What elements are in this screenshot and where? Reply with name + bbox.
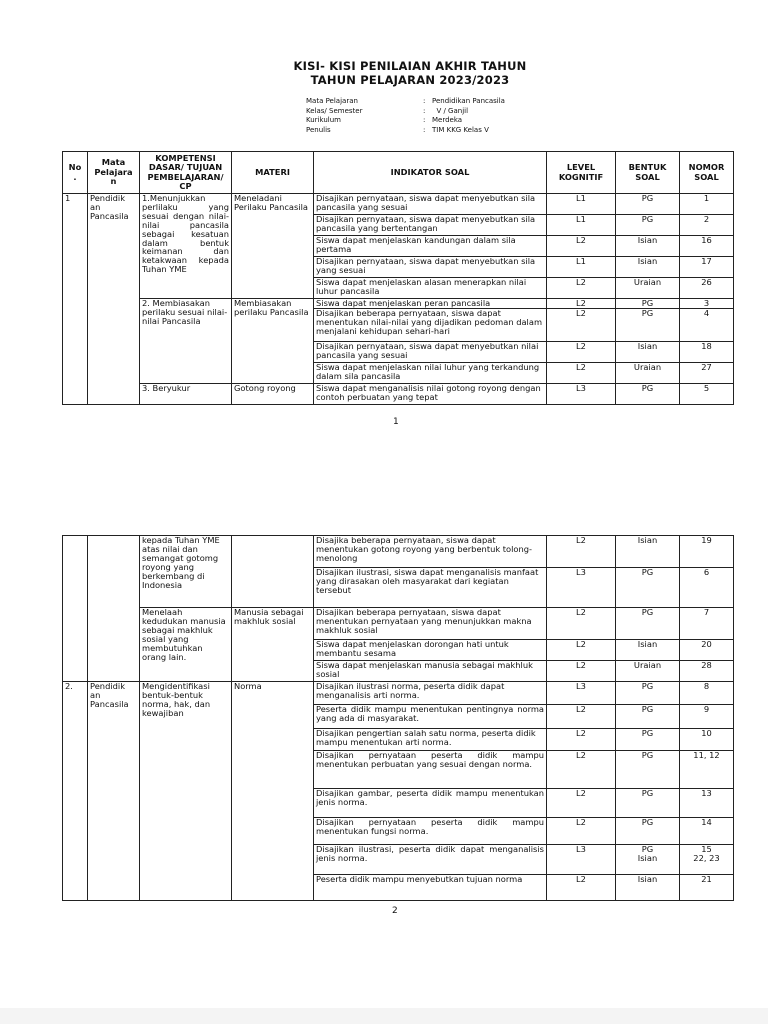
row-bentuk: Isian [616, 342, 680, 363]
row-kd: Mengidentifikasi bentuk-bentuk norma, hak, dan kewajiban [140, 682, 232, 901]
row-indikator: Siswa dapat menjelaskan alasan menerapkan nilai luhur pancasila [314, 278, 547, 299]
row-nomor: 13 [680, 789, 734, 818]
row-kd: 2. Membiasakan perilaku sesuai nilai-nilai Pancasila [140, 299, 232, 384]
row-indikator: Disajikan gambar, peserta didik mampu menentukan jenis norma. [314, 789, 547, 818]
row-level: L2 [547, 236, 616, 257]
row-indikator: Disajikan pernyataan, siswa dapat menyebutkan nilai pancasila yang sesuai [314, 342, 547, 363]
row-nomor: 11, 12 [680, 751, 734, 789]
row-nomor: 3 [680, 299, 734, 309]
row-mapel: Pendidik an Pancasila [88, 194, 140, 405]
row-indikator: Disajikan pengertian salah satu norma, peserta didik mampu menentukan arti norma. [314, 729, 547, 751]
meta-colon: : [423, 106, 426, 115]
row-nomor: 5 [680, 384, 734, 405]
row-level: L3 [547, 384, 616, 405]
row-level: L2 [547, 608, 616, 640]
header-mapel: Mata Pelajara n [88, 152, 140, 194]
row-level: L2 [547, 818, 616, 845]
row-kd: 1.Menunjukkan perlilaku yang sesuai dengan nilai-nilai pancasila sebagai kesatuan dalam bentuk keimanan dan ketakwaan kepada Tuhan YME [140, 194, 232, 299]
meta-row [306, 126, 505, 136]
row-indikator: Siswa dapat menganalisis nilai gotong royong dengan contoh perbuatan yang tepat [314, 384, 547, 405]
row-nomor: 7 [680, 608, 734, 640]
page-number: 2 [392, 906, 398, 916]
document-subtitle: TAHUN PELAJARAN 2023/2023 [310, 73, 510, 87]
row-indikator: Disajikan ilustrasi, peserta didik dapat menganalisis jenis norma. [314, 845, 547, 875]
row-level: L2 [547, 705, 616, 729]
row-indikator: Siswa dapat menjelaskan kandungan dalam sila pertama [314, 236, 547, 257]
row-indikator: Disajika beberapa pernyataan, siswa dapat menentukan gotong royong yang berbentuk tolong-menolong [314, 536, 547, 568]
header-materi: MATERI [232, 152, 314, 194]
row-bentuk: PG [616, 215, 680, 236]
row-indikator: Siswa dapat menjelaskan dorongan hati untuk membantu sesama [314, 640, 547, 661]
row-level: L2 [547, 309, 616, 342]
row-bentuk: Uraian [616, 661, 680, 682]
row-indikator: Peserta didik mampu menyebutkan tujuan norma [314, 875, 547, 901]
row-bentuk: PG [616, 568, 680, 608]
row-nomor: 26 [680, 278, 734, 299]
row-nomor: 14 [680, 818, 734, 845]
row-nomor: 10 [680, 729, 734, 751]
row-nomor: 8 [680, 682, 734, 705]
row-level: L1 [547, 215, 616, 236]
row-no [63, 536, 88, 682]
row-nomor: 19 [680, 536, 734, 568]
row-nomor: 21 [680, 875, 734, 901]
row-kd: Menelaah kedudukan manusia sebagai makhluk sosial yang membutuhkan orang lain. [140, 608, 232, 682]
row-level: L1 [547, 194, 616, 215]
row-bentuk: Uraian [616, 363, 680, 384]
row-nomor: 2 [680, 215, 734, 236]
row-indikator: Disajikan pernyataan, siswa dapat menyebutkan sila pancasila yang bertentangan [314, 215, 547, 236]
row-level: L1 [547, 257, 616, 278]
row-nomor: 15 22, 23 [680, 845, 734, 875]
row-mapel: Pendidik an Pancasila [88, 682, 140, 901]
row-nomor: 16 [680, 236, 734, 257]
meta-value: Pendidikan Pancasila [432, 97, 505, 105]
row-bentuk: Isian [616, 257, 680, 278]
row-indikator: Disajikan pernyataan peserta didik mampu menentukan perbuatan yang sesuai dengan norma. [314, 751, 547, 789]
row-indikator: Disajikan beberapa pernyataan, siswa dapat menentukan pernyataan yang menunjukkan makna makhluk sosial [314, 608, 547, 640]
row-bentuk: PG [616, 705, 680, 729]
header-row [63, 152, 734, 194]
row-indikator: Disajikan ilustrasi, siswa dapat menganalisis manfaat yang dirasakan oleh masyarakat dari kegiatan tersebut [314, 568, 547, 608]
row-nomor: 1 [680, 194, 734, 215]
table-row [63, 194, 734, 215]
row-indikator: Disajikan pernyataan, siswa dapat menyebutkan sila pancasila yang sesuai [314, 194, 547, 215]
row-bentuk: Isian [616, 236, 680, 257]
page-bottom-edge [0, 1008, 768, 1024]
row-bentuk: PG [616, 789, 680, 818]
row-nomor: 6 [680, 568, 734, 608]
row-level: L2 [547, 640, 616, 661]
row-bentuk: Isian [616, 640, 680, 661]
row-indikator: Siswa dapat menjelaskan peran pancasila [314, 299, 547, 309]
meta-label: Mata Pelajaran [306, 97, 358, 105]
meta-colon: : [423, 125, 426, 134]
row-bentuk: PG [616, 608, 680, 640]
row-indikator: Siswa dapat menjelaskan nilai luhur yang terkandung dalam sila pancasila [314, 363, 547, 384]
document-title: KISI- KISI PENILAIAN AKHIR TAHUN [293, 59, 527, 73]
header-level: LEVEL KOGNITIF [547, 152, 616, 194]
document-meta [306, 97, 505, 135]
table-row [63, 608, 734, 640]
row-level: L2 [547, 278, 616, 299]
table-row [63, 536, 734, 568]
row-level: L2 [547, 363, 616, 384]
row-materi: Membiasakan perilaku Pancasila [232, 299, 314, 384]
header-bentuk: BENTUK SOAL [616, 152, 680, 194]
row-materi: Manusia sebagai makhluk sosial [232, 608, 314, 682]
row-level: L2 [547, 536, 616, 568]
meta-row [306, 97, 505, 107]
row-bentuk: PG Isian [616, 845, 680, 875]
row-indikator: Disajikan pernyataan, siswa dapat menyebutkan sila yang sesuai [314, 257, 547, 278]
row-materi: Norma [232, 682, 314, 901]
header-kd: KOMPETENSI DASAR/ TUJUAN PEMBELAJARAN/ CP [140, 152, 232, 194]
row-level: L2 [547, 729, 616, 751]
meta-label: Kelas/ Semester [306, 106, 363, 115]
row-mapel [88, 536, 140, 682]
row-level: L2 [547, 299, 616, 309]
row-nomor: 18 [680, 342, 734, 363]
row-bentuk: PG [616, 751, 680, 789]
row-level: L2 [547, 661, 616, 682]
row-level: L3 [547, 845, 616, 875]
meta-value: TIM KKG Kelas V [432, 125, 489, 134]
meta-value: Merdeka [432, 116, 463, 125]
row-nomor: 27 [680, 363, 734, 384]
row-bentuk: Isian [616, 536, 680, 568]
row-bentuk: Uraian [616, 278, 680, 299]
row-level: L3 [547, 568, 616, 608]
grid-table-page-1 [62, 151, 734, 405]
meta-label: Kurikulum [306, 116, 341, 125]
header-indikator: INDIKATOR SOAL [314, 152, 547, 194]
row-nomor: 9 [680, 705, 734, 729]
header-nomor: NOMOR SOAL [680, 152, 734, 194]
row-nomor: 4 [680, 309, 734, 342]
row-level: L2 [547, 789, 616, 818]
table-row [63, 682, 734, 705]
meta-row [306, 107, 505, 117]
meta-colon: : [423, 116, 426, 125]
row-level: L2 [547, 875, 616, 901]
meta-row [306, 116, 505, 126]
row-indikator: Disajikan pernyataan peserta didik mampu menentukan fungsi norma. [314, 818, 547, 845]
row-bentuk: PG [616, 818, 680, 845]
row-kd: 3. Beryukur [140, 384, 232, 405]
row-level: L2 [547, 751, 616, 789]
row-bentuk: PG [616, 682, 680, 705]
header-no: No . [63, 152, 88, 194]
row-indikator: Disajikan beberapa pernyataan, siswa dapat menentukan nilai-nilai yang dijadikan pedoman dalam menjalani kehidupan sehari-hari [314, 309, 547, 342]
row-indikator: Siswa dapat menjelaskan manusia sebagai makhluk sosial [314, 661, 547, 682]
row-bentuk: PG [616, 384, 680, 405]
row-nomor: 17 [680, 257, 734, 278]
row-level: L3 [547, 682, 616, 705]
page-number: 1 [393, 417, 399, 427]
row-materi: Gotong royong [232, 384, 314, 405]
row-nomor: 20 [680, 640, 734, 661]
row-bentuk: PG [616, 729, 680, 751]
row-bentuk: PG [616, 194, 680, 215]
row-level: L2 [547, 342, 616, 363]
row-bentuk: PG [616, 299, 680, 309]
meta-colon: : [423, 97, 426, 105]
row-no: 1 [63, 194, 88, 405]
grid-table-page-2 [62, 535, 734, 901]
meta-label: Penulis [306, 125, 331, 134]
row-no: 2. [63, 682, 88, 901]
row-materi [232, 536, 314, 608]
row-bentuk: PG [616, 309, 680, 342]
row-materi: Meneladani Perilaku Pancasila [232, 194, 314, 299]
meta-value: V / Ganjil [432, 106, 469, 115]
row-indikator: Disajikan ilustrasi norma, peserta didik dapat menganalisis arti norma. [314, 682, 547, 705]
row-kd: kepada Tuhan YME atas nilai dan semangat gotomg royong yang berkembang di Indonesia [140, 536, 232, 608]
table-row [63, 299, 734, 309]
row-indikator: Peserta didik mampu menentukan pentingnya norma yang ada di masyarakat. [314, 705, 547, 729]
row-nomor: 28 [680, 661, 734, 682]
row-bentuk: Isian [616, 875, 680, 901]
table-row [63, 384, 734, 405]
